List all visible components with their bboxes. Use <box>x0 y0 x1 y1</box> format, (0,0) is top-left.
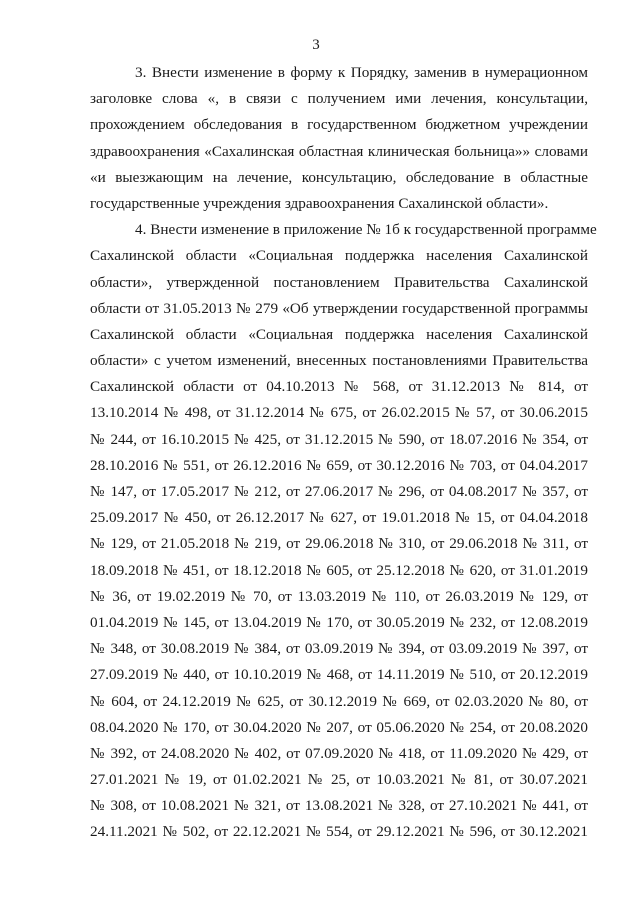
paragraph-line: № 392, от 24.08.2020 № 402, от 07.09.2020 № 418, от 11.09.2020 № 429, от <box>90 744 588 762</box>
paragraph-line: № 244, от 16.10.2015 № 425, от 31.12.2015 № 590, от 18.07.2016 № 354, от <box>90 430 588 448</box>
paragraph-line: прохождением обследования в государственном бюджетном учреждении <box>90 116 588 134</box>
paragraph-line: № 604, от 24.12.2019 № 625, от 30.12.2019 № 669, от 02.03.2020 № 80, от <box>90 692 588 710</box>
paragraph-line: области от 31.05.2013 № 279 «Об утверждении государственной программы <box>90 299 588 317</box>
paragraph-line: Сахалинской области «Социальная поддержка населения Сахалинской <box>90 247 588 265</box>
paragraph-line: № 129, от 21.05.2018 № 219, от 29.06.2018 № 310, от 29.06.2018 № 311, от <box>90 535 588 553</box>
paragraph-line: 3. Внести изменение в форму к Порядку, заменив в нумерационном <box>135 64 588 81</box>
paragraph-line: 13.10.2014 № 498, от 31.12.2014 № 675, от 26.02.2015 № 57, от 30.06.2015 <box>90 404 588 422</box>
paragraph-line: 4. Внести изменение в приложение № 1б к государственной программе <box>135 221 597 239</box>
paragraph-line: Сахалинской области «Социальная поддержка населения Сахалинской <box>90 325 588 343</box>
paragraph-line: Сахалинской области от 04.10.2013 № 568, от 31.12.2013 № 814, от <box>90 378 588 396</box>
paragraph-line: области» с учетом изменений, внесенных постановлениями Правительства <box>90 352 588 370</box>
paragraph-line: 27.09.2019 № 440, от 10.10.2019 № 468, от 14.11.2019 № 510, от 20.12.2019 <box>90 666 588 684</box>
paragraph-line: 08.04.2020 № 170, от 30.04.2020 № 207, от 05.06.2020 № 254, от 20.08.2020 <box>90 718 588 736</box>
paragraph-line: области», утвержденной постановлением Правительства Сахалинской <box>90 273 588 291</box>
paragraph-line: заголовке слова «, в связи с получением ими лечения, консультации, <box>90 90 588 108</box>
paragraph-line: № 348, от 30.08.2019 № 384, от 03.09.2019 № 394, от 03.09.2019 № 397, от <box>90 640 588 658</box>
paragraph-3 <box>90 60 588 217</box>
paragraph-line: 28.10.2016 № 551, от 26.12.2016 № 659, от 30.12.2016 № 703, от 04.04.2017 <box>90 456 588 474</box>
paragraph-line: «и выезжающим на лечение, консультацию, обследование в областные <box>90 168 588 186</box>
page-number: 3 <box>312 37 320 53</box>
paragraph-4 <box>90 217 597 846</box>
paragraph-line: 24.11.2021 № 502, от 22.12.2021 № 554, от 29.12.2021 № 596, от 30.12.2021 <box>90 823 588 841</box>
paragraph-line: здравоохранения «Сахалинская областная клиническая больница»» словами <box>90 142 588 160</box>
paragraph-line: № 36, от 19.02.2019 № 70, от 13.03.2019 № 110, от 26.03.2019 № 129, от <box>90 587 588 605</box>
paragraph-line: 01.04.2019 № 145, от 13.04.2019 № 170, от 30.05.2019 № 232, от 12.08.2019 <box>90 613 588 631</box>
paragraph-line: № 147, от 17.05.2017 № 212, от 27.06.2017 № 296, от 04.08.2017 № 357, от <box>90 483 588 500</box>
document-body <box>90 60 597 846</box>
paragraph-line: государственные учреждения здравоохранения Сахалинской области». <box>90 194 549 212</box>
paragraph-line: 18.09.2018 № 451, от 18.12.2018 № 605, от 25.12.2018 № 620, от 31.01.2019 <box>90 561 588 579</box>
paragraph-line: 27.01.2021 № 19, от 01.02.2021 № 25, от 10.03.2021 № 81, от 30.07.2021 <box>90 771 588 789</box>
paragraph-line: 25.09.2017 № 450, от 26.12.2017 № 627, от 19.01.2018 № 15, от 04.04.2018 <box>90 509 588 527</box>
paragraph-line: № 308, от 10.08.2021 № 321, от 13.08.2021 № 328, от 27.10.2021 № 441, от <box>90 797 588 815</box>
